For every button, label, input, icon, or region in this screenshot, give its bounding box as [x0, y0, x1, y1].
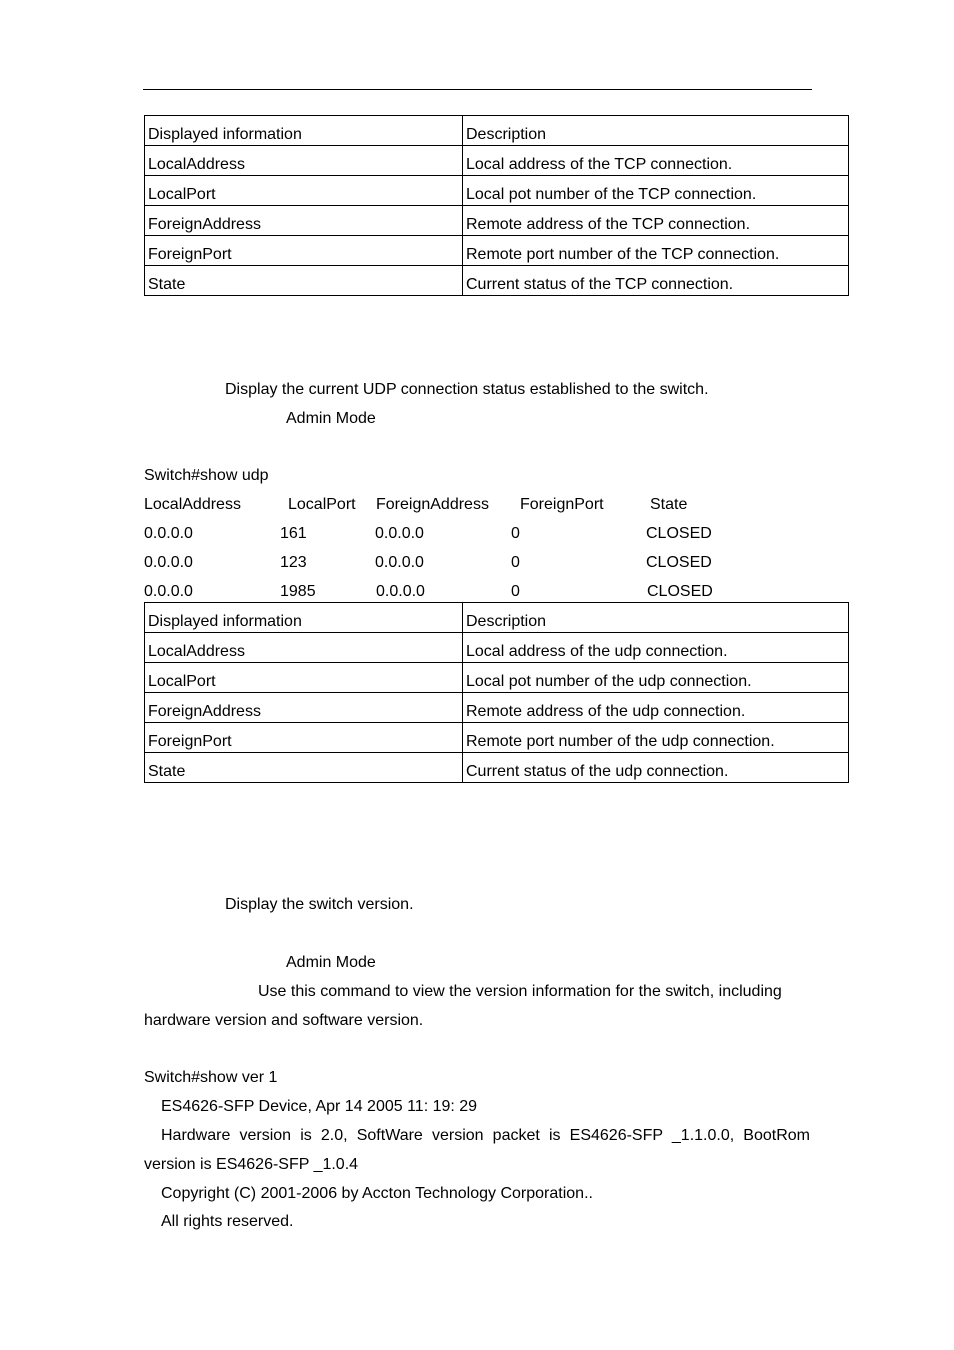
version-usage-text-cont: hardware version and software version.: [144, 1012, 424, 1029]
table-cell: ForeignPort: [145, 723, 463, 753]
table-cell: Current status of the TCP connection.: [463, 266, 849, 296]
udp-output-cell: 123: [280, 554, 307, 571]
version-output-rights: All rights reserved.: [161, 1213, 294, 1230]
table-header-cell: Displayed information: [145, 603, 463, 633]
table-row: [145, 723, 849, 753]
udp-example-command: Switch#show udp: [144, 467, 269, 484]
version-usage-text: Use this command to view the version information for the switch, including: [258, 983, 782, 1000]
table-cell: Local pot number of the TCP connection.: [463, 176, 849, 206]
table-cell: ForeignPort: [145, 236, 463, 266]
version-function-text: Display the switch version.: [225, 896, 414, 913]
table-cell: Local address of the TCP connection.: [463, 146, 849, 176]
table-cell: Local pot number of the udp connection.: [463, 663, 849, 693]
udp-output-cell: 0.0.0.0: [375, 554, 424, 571]
udp-output-cell: 0: [511, 525, 520, 542]
table-header-cell: Description: [463, 116, 849, 146]
udp-output-col-header: State: [650, 496, 688, 513]
tcp-info-table: [144, 115, 849, 296]
table-row: [145, 693, 849, 723]
version-example-command: Switch#show ver 1: [144, 1069, 278, 1086]
udp-output-col-header: LocalPort: [288, 496, 356, 513]
version-output-hardware: Hardware version is 2.0, SoftWare version packet is ES4626-SFP _1.1.0.0, BootRom version is ES4626-SFP _1.0.4: [144, 1127, 810, 1173]
udp-output-cell: 0.0.0.0: [376, 583, 425, 600]
udp-output-cell: CLOSED: [647, 583, 713, 600]
table-header-row: [145, 116, 849, 146]
udp-output-col-header: ForeignAddress: [376, 496, 489, 513]
udp-output-cell: 0.0.0.0: [144, 554, 193, 571]
table-cell: ForeignAddress: [145, 206, 463, 236]
udp-mode-text: Admin Mode: [286, 410, 376, 427]
table-cell: Remote port number of the TCP connection.: [463, 236, 849, 266]
version-mode-text: Admin Mode: [286, 954, 376, 971]
udp-output-cell: 0.0.0.0: [375, 525, 424, 542]
table-row: [145, 236, 849, 266]
table-header-row: [145, 603, 849, 633]
table-cell: ForeignAddress: [145, 693, 463, 723]
udp-output-cell: 0: [511, 583, 520, 600]
table-cell: LocalAddress: [145, 633, 463, 663]
table-cell: LocalAddress: [145, 146, 463, 176]
udp-output-cell: CLOSED: [646, 525, 712, 542]
table-row: [145, 753, 849, 783]
table-cell: State: [145, 753, 463, 783]
table-cell: State: [145, 266, 463, 296]
version-output-copyright: Copyright (C) 2001-2006 by Accton Technology Corporation..: [161, 1185, 593, 1202]
table-row: [145, 146, 849, 176]
udp-output-cell: 1985: [280, 583, 316, 600]
table-header-cell: Description: [463, 603, 849, 633]
udp-output-col-header: ForeignPort: [520, 496, 604, 513]
udp-function-text: Display the current UDP connection status established to the switch.: [225, 381, 709, 398]
table-cell: Current status of the udp connection.: [463, 753, 849, 783]
table-row: [145, 633, 849, 663]
udp-output-cell: 0.0.0.0: [144, 583, 193, 600]
udp-output-col-header: LocalAddress: [144, 496, 241, 513]
udp-info-table: [144, 602, 849, 783]
table-row: [145, 176, 849, 206]
table-cell: Remote address of the TCP connection.: [463, 206, 849, 236]
udp-output-cell: CLOSED: [646, 554, 712, 571]
table-row: [145, 266, 849, 296]
table-cell: LocalPort: [145, 663, 463, 693]
table-cell: Remote port number of the udp connection.: [463, 723, 849, 753]
udp-output-cell: 161: [280, 525, 307, 542]
table-header-cell: Displayed information: [145, 116, 463, 146]
version-output-device: ES4626-SFP Device, Apr 14 2005 11: 19: 29: [161, 1098, 478, 1115]
table-row: [145, 663, 849, 693]
table-cell: Local address of the udp connection.: [463, 633, 849, 663]
udp-output-cell: 0.0.0.0: [144, 525, 193, 542]
table-row: [145, 206, 849, 236]
udp-output-cell: 0: [511, 554, 520, 571]
page-header-rule: [143, 89, 812, 90]
table-cell: Remote address of the udp connection.: [463, 693, 849, 723]
table-cell: LocalPort: [145, 176, 463, 206]
